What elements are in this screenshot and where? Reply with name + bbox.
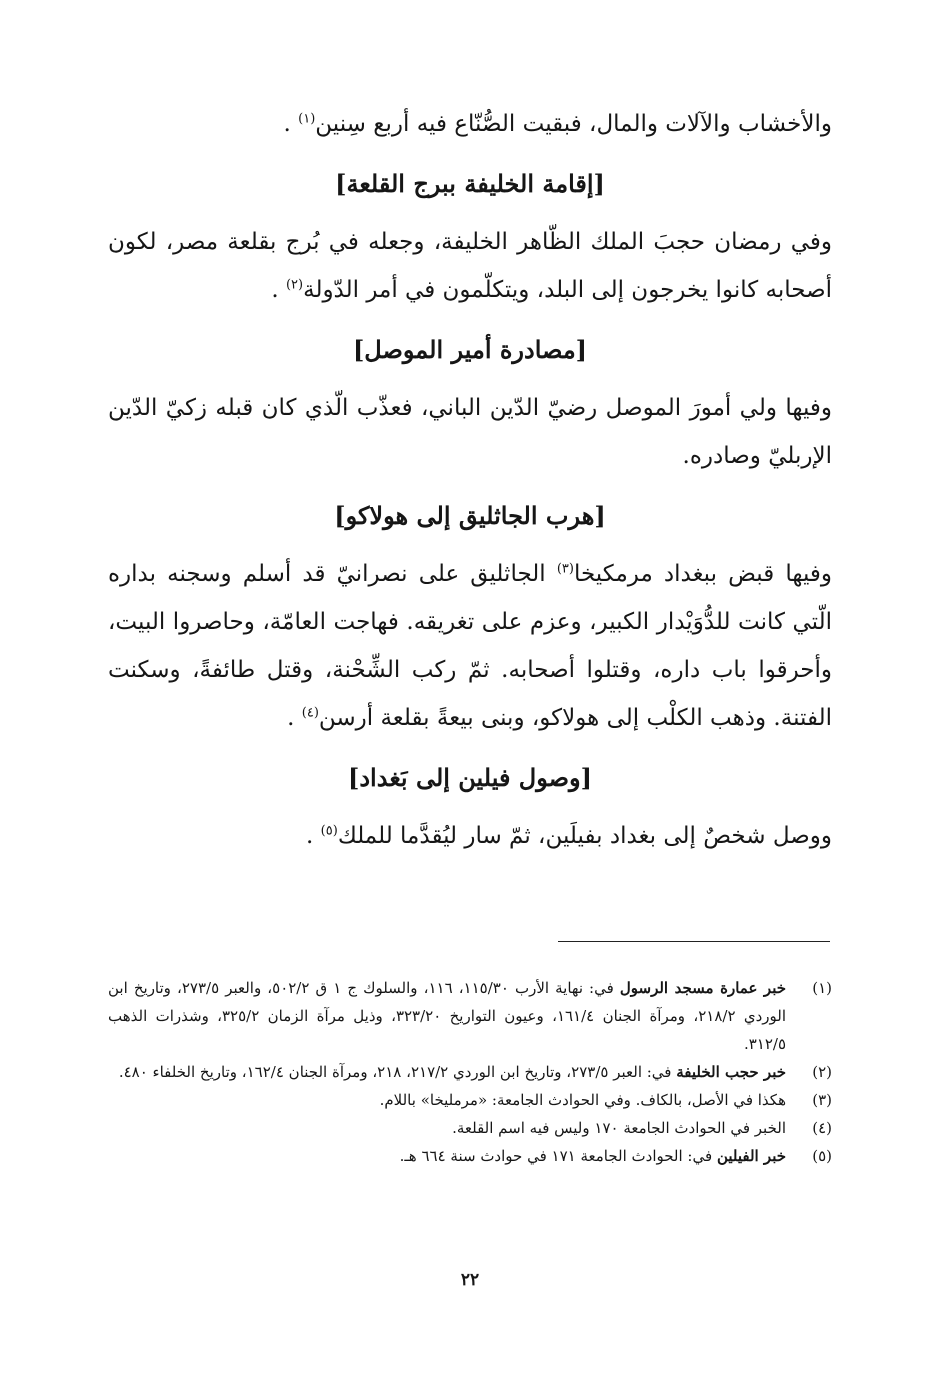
footnote-ref[interactable]: (١) bbox=[298, 111, 316, 127]
footnote-lead: خبر عمارة مسجد الرسول bbox=[619, 979, 787, 997]
footnote-ref[interactable]: (٢) bbox=[285, 277, 304, 293]
footnote-body: في: نهاية الأرب ١١٥/٣٠، ١١٦، والسلوك ج ١ ق ٥٠٢/٢، والعبر ٢٧٣/٥، وتاريخ ابن الوردي ٢١٨/٢، ومرآة الجنان ١٦١/٤، وعيون التواريخ ٣٢٣/٢٠، وذيل مرآة الزمان ٣٢٥/٢، وشذرات الذهب ٣١٢/٥. bbox=[108, 979, 786, 1053]
footnote bbox=[108, 1142, 832, 1170]
paragraph-text: وفيها ولي أمورَ الموصل رضيّ الدّين الباني، فعذّب الّذي كان قبله زكيّ الدّين الإربليّ وصادره. bbox=[108, 395, 832, 469]
footnote-body: في: العبر ٢٧٣/٥، وتاريخ ابن الوردي ٢١٧/٢، ٢١٨، ومرآة الجنان ١٦٢/٤، وتاريخ الخلفاء ٤٨٠. bbox=[118, 1063, 677, 1081]
paragraph bbox=[108, 550, 832, 742]
footnote bbox=[108, 1058, 832, 1086]
main-text bbox=[108, 100, 832, 860]
footnote-number: (٥) bbox=[812, 1147, 832, 1165]
footnote bbox=[108, 1086, 832, 1114]
footnote-ref[interactable]: (٤) bbox=[301, 705, 319, 721]
paragraph-tail: . bbox=[306, 823, 321, 849]
footnote-ref[interactable]: (٥) bbox=[320, 823, 338, 839]
footnote bbox=[108, 1114, 832, 1142]
footnote-separator bbox=[558, 941, 830, 942]
page-number: ٢٢ bbox=[460, 1270, 480, 1290]
footnotes bbox=[108, 974, 832, 1170]
footnote-number: (٣) bbox=[812, 1091, 832, 1109]
paragraph-text: الجاثليق على نصرانيّ قد أسلم وسجنه بداره الّتي كانت للدُّوَيْدار الكبير، وعزم على تغريقه. فهاجت العامّة، وحاصروا البيت، وأحرقوا باب داره، وقتلوا أصحابه. ثمّ ركب الشِّحْنة، وقتل طائفةً، وسكنت الفتنة. وذهب الكلْب إلى هولاكو، وبنى بيعةً بقلعة أرسن bbox=[108, 561, 832, 731]
paragraph-tail: . bbox=[271, 277, 286, 303]
footnote-text bbox=[108, 1058, 786, 1086]
paragraph bbox=[108, 384, 832, 480]
paragraph-text: والأخشاب والآلات والمال، فبقيت الصُّنّاع فيه أربع سِنين bbox=[315, 111, 832, 137]
footnote-ref[interactable]: (٣) bbox=[556, 561, 574, 577]
footnote-number: (٢) bbox=[812, 1063, 832, 1081]
footnote-lead: خبر الفيلين bbox=[716, 1147, 786, 1165]
paragraph bbox=[108, 218, 832, 314]
footnote-lead: خبر حجب الخليفة bbox=[676, 1063, 786, 1081]
section-heading: [إقامة الخليفة ببرج القلعة] bbox=[335, 169, 605, 198]
footnote-text bbox=[400, 1142, 786, 1170]
section-heading: [هرب الجاثليق إلى هولاكو] bbox=[334, 501, 606, 530]
footnote-body: هكذا في الأصل، بالكاف. وفي الحوادث الجامعة: «مرمليخا» باللام. bbox=[379, 1091, 786, 1109]
footnote-text bbox=[452, 1114, 786, 1142]
section-heading: [وصول فيلين إلى بَغداد] bbox=[348, 763, 592, 792]
footnote-number: (١) bbox=[812, 979, 832, 997]
paragraph-text: وفي رمضان حجبَ الملك الظّاهر الخليفة، وجعله في بُرج بقلعة مصر، لكون أصحابه كانوا يخرجون إلى البلد، ويتكلّمون في أمر الدّولة bbox=[108, 229, 832, 303]
paragraph-text: ووصل شخصٌ إلى بغداد بفيلَين، ثمّ سار ليُقدَّما للملك bbox=[337, 823, 832, 849]
paragraph-text: وفيها قبض ببغداد مرمكيخا bbox=[573, 561, 833, 587]
paragraph-continuation bbox=[108, 100, 832, 148]
paragraph bbox=[108, 812, 832, 860]
paragraph-tail: . bbox=[283, 111, 299, 137]
footnote bbox=[108, 974, 832, 1058]
paragraph-tail: . bbox=[287, 705, 302, 731]
footnote-text bbox=[108, 974, 786, 1058]
section-heading: [مصادرة أمير الموصل] bbox=[352, 335, 588, 364]
footnote-body: الخبر في الحوادث الجامعة ١٧٠ وليس فيه اسم القلعة. bbox=[452, 1119, 786, 1137]
footnote-text bbox=[380, 1086, 786, 1114]
footnote-number: (٤) bbox=[812, 1119, 832, 1137]
footnote-body: في: الحوادث الجامعة ١٧١ في حوادث سنة ٦٦٤ هـ. bbox=[399, 1147, 717, 1165]
